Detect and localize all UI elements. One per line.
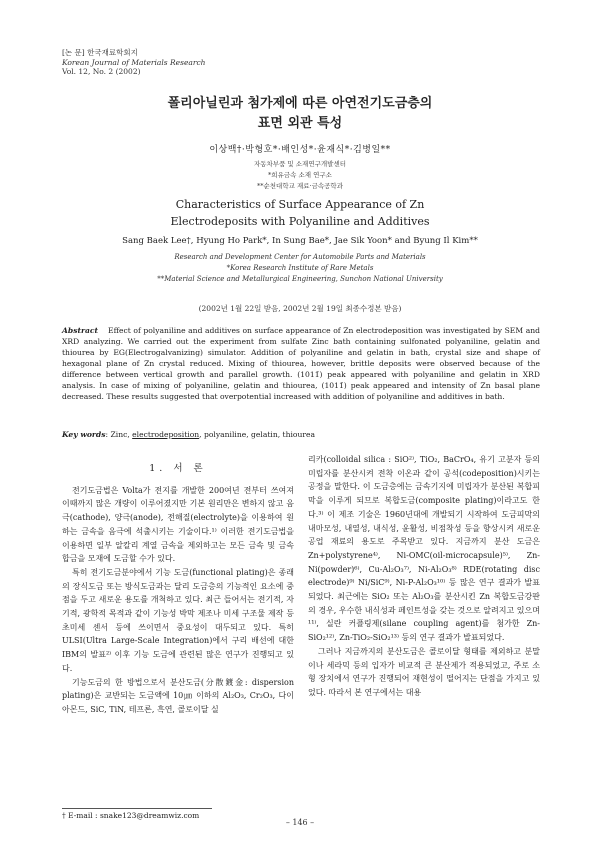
affiliation-ko-1: 자동차부품 및 소재연구개발센터 [253,160,347,168]
affiliation-en-2: *Korea Research Institute of Rare Metals [226,264,374,272]
title-english-line1: Characteristics of Surface Appearance of Zn [175,198,425,211]
footnote-divider [62,808,212,809]
affiliations-english [0,252,600,285]
affiliation-en-1: Research and Development Center for Automobile Parts and Materials [174,253,426,261]
abstract-text: Effect of polyaniline and additives on surface appearance of Zn electrodeposition was investigated by SEM and XRD analyzing. We carried out the experiment from sulfate Zinc bath containing sulfonated polyaniline, gelatin and thiourea by EG(Electrogalvanizing) simulator. Addition of polyaniline and gelatin in bath, crystal size and shape of hexagonal plane of Zn crystal reduced. Mixing of thiourea, however, brittle deposits were observed because of the difference between vertical growth and parallel growth. (1011̄) peak appeared with polyaniline and gelatin in XRD analysis. In case of mixing of polyaniline, gelatin and thiourea, (1011̄) peak appeared and intensity of Zn basal plane decreased. These results suggested that overpotential increased with addition of polyaniline and additives in bath. [62,326,540,401]
keywords-label: Key words [62,430,106,439]
keyword-underlined: electrodeposition [132,430,200,439]
keywords-pre: : Zinc, [105,430,133,439]
left-paragraph-2: 특히 전기도금분야에서 기능 도금(functional plating)은 종래의 장식도금 또는 방식도금과는 달리 도금층의 기능적인 요소에 중점을 두고 새로운 용도를 개척하고 있다. 최근 들어서는 전기적, 자기적, 광학적 목적과 같이 기능성 박막 제조나 미세 구조물 제작 등 초미세 센서 등에 쓰이면서 중요성이 대두되고 있다. 특히 ULSI(Ultra Large-Scale Integration)에서 구리 배선에 대한 IBM의 발표²⁾ 이후 기능 도금에 관련된 많은 연구가 진행되고 있다. [62,567,294,673]
title-korean [0,94,600,134]
title-korean-line2: 표면 외관 특성 [257,116,343,131]
section-title: 1. 서 론 [149,463,207,474]
keywords [62,430,540,439]
abstract [62,325,540,402]
affiliation-ko-2: *희유금속 소재 연구소 [268,171,332,179]
journal-name-ko: [논 문] 한국재료학회지 [62,48,138,57]
left-paragraph-3: 기능도금의 한 방법으로서 분산도금(分散鍍金: dispersion plating)은 교반되는 도금액에 10㎛ 이하의 Al₂O₃, Cr₂O₃, 다이아몬드, SiC, TiN, 테프론, 흑연, 콜로이달 실 [62,677,294,714]
journal-name-en: Korean Journal of Materials Research [62,57,206,67]
affiliations-korean [0,159,600,192]
footnote-email: † E-mail : snake123@dreamwiz.com [62,811,200,820]
affiliation-ko-3: **순천대학교 재료·금속공학과 [257,182,343,190]
title-korean-line1: 폴리아닐린과 첨가제에 따른 아연전기도금층의 [167,96,433,111]
journal-volume: Vol. 12, No. 2 (2002) [62,67,141,76]
right-paragraph-2: 그러나 지금까지의 분산도금은 콜로이달 형태를 제외하고 분말이나 세라믹 등의 입자가 비교적 큰 분산제가 적용되었고, 주로 소형 장치에서 연구가 진행되어 재현성이 떨어지는 단점을 가지고 있었다. 따라서 본 연구에서는 대용 [308,646,540,697]
abstract-label: Abstract [62,326,99,335]
page-number: – 146 – [285,818,315,827]
authors-english: Sang Baek Lee†, Hyung Ho Park*, In Sung Bae*, Jae Sik Yoon* and Byung Il Kim** [122,236,478,246]
title-english-line2: Electrodeposits with Polyaniline and Additives [170,215,430,228]
left-paragraph-1: 전기도금법은 Volta가 전지를 개발한 200여년 전부터 쓰여져 이때까지 많은 개량이 이루어졌지만 기본 원리만은 변하지 않고 음극(cathode), 양극(anode), 전해질(electrolyte)을 이용하여 원하는 금속을 음극에 석출시키는 기술이다.¹⁾ 이러한 전기도금법을 이용하면 일부 알칼리 계열 금속을 제외하고는 모든 금속 및 금속 합금을 모재에 도금할 수가 있다. [62,485,294,564]
keywords-post: , polyaniline, gelatin, thiourea [199,430,316,439]
right-column [308,453,540,700]
left-column [62,462,294,717]
affiliation-en-3: **Material Science and Metallurgical Engineering, Sunchon National University [157,275,443,283]
authors-korean: 이상백†·박형호*·배인성*·윤재식*·김병일** [209,145,391,155]
title-english [0,196,600,230]
journal-header [62,48,205,77]
right-paragraph-1: 리카(colloidal silica : SiO²⁾, TiO₂, BaCrO₄, 유기 고분자 등의 미립자를 분산시켜 전착 이온과 같이 공석(codeposition)시키는 공정을 말한다. 이 도금층에는 금속기지에 미립자가 분산된 복합피막을 이루게 되므로 복합도금(composite plating)이라고도 한다.³⁾ 이 제조 기술은 1960년대에 개발되기 시작하여 도금피막의 내마모성, 내열성, 내식성, 윤활성, 비점착성 등을 향상시켜 새로운 공업 재료의 용도로 주목받고 있다. 지금까지 분산 도금은 Zn+polystyrene⁴⁾, Ni-OMC(oil-microcapsule)⁵⁾, Zn-Ni(powder)⁶⁾, Cu-Al₂O₃⁷⁾, Ni-Al₂O₃⁸⁾ RDE(rotating disc electrode)⁹⁾ Ni/SiC⁹⁾, Ni-P-Al₂O₃¹⁰⁾ 등 많은 연구 결과가 발표되었다. 최근에는 SiO₂ 또는 Al₂O₃를 분산시킨 Zn 복합도금강판의 경우, 우수한 내식성과 페인트성을 갖는 것으로 알려지고 있으며¹¹⁾, 실란 커플링제(silane coupling agent)를 첨가한 Zn-SiO₂¹²⁾, Zn-TiO₂-SiO₂¹³⁾ 등의 연구 결과가 발표되었다. [308,455,540,643]
received-dates: (2002년 1월 22일 받음, 2002년 2월 19일 최종수정본 받음) [198,304,402,313]
